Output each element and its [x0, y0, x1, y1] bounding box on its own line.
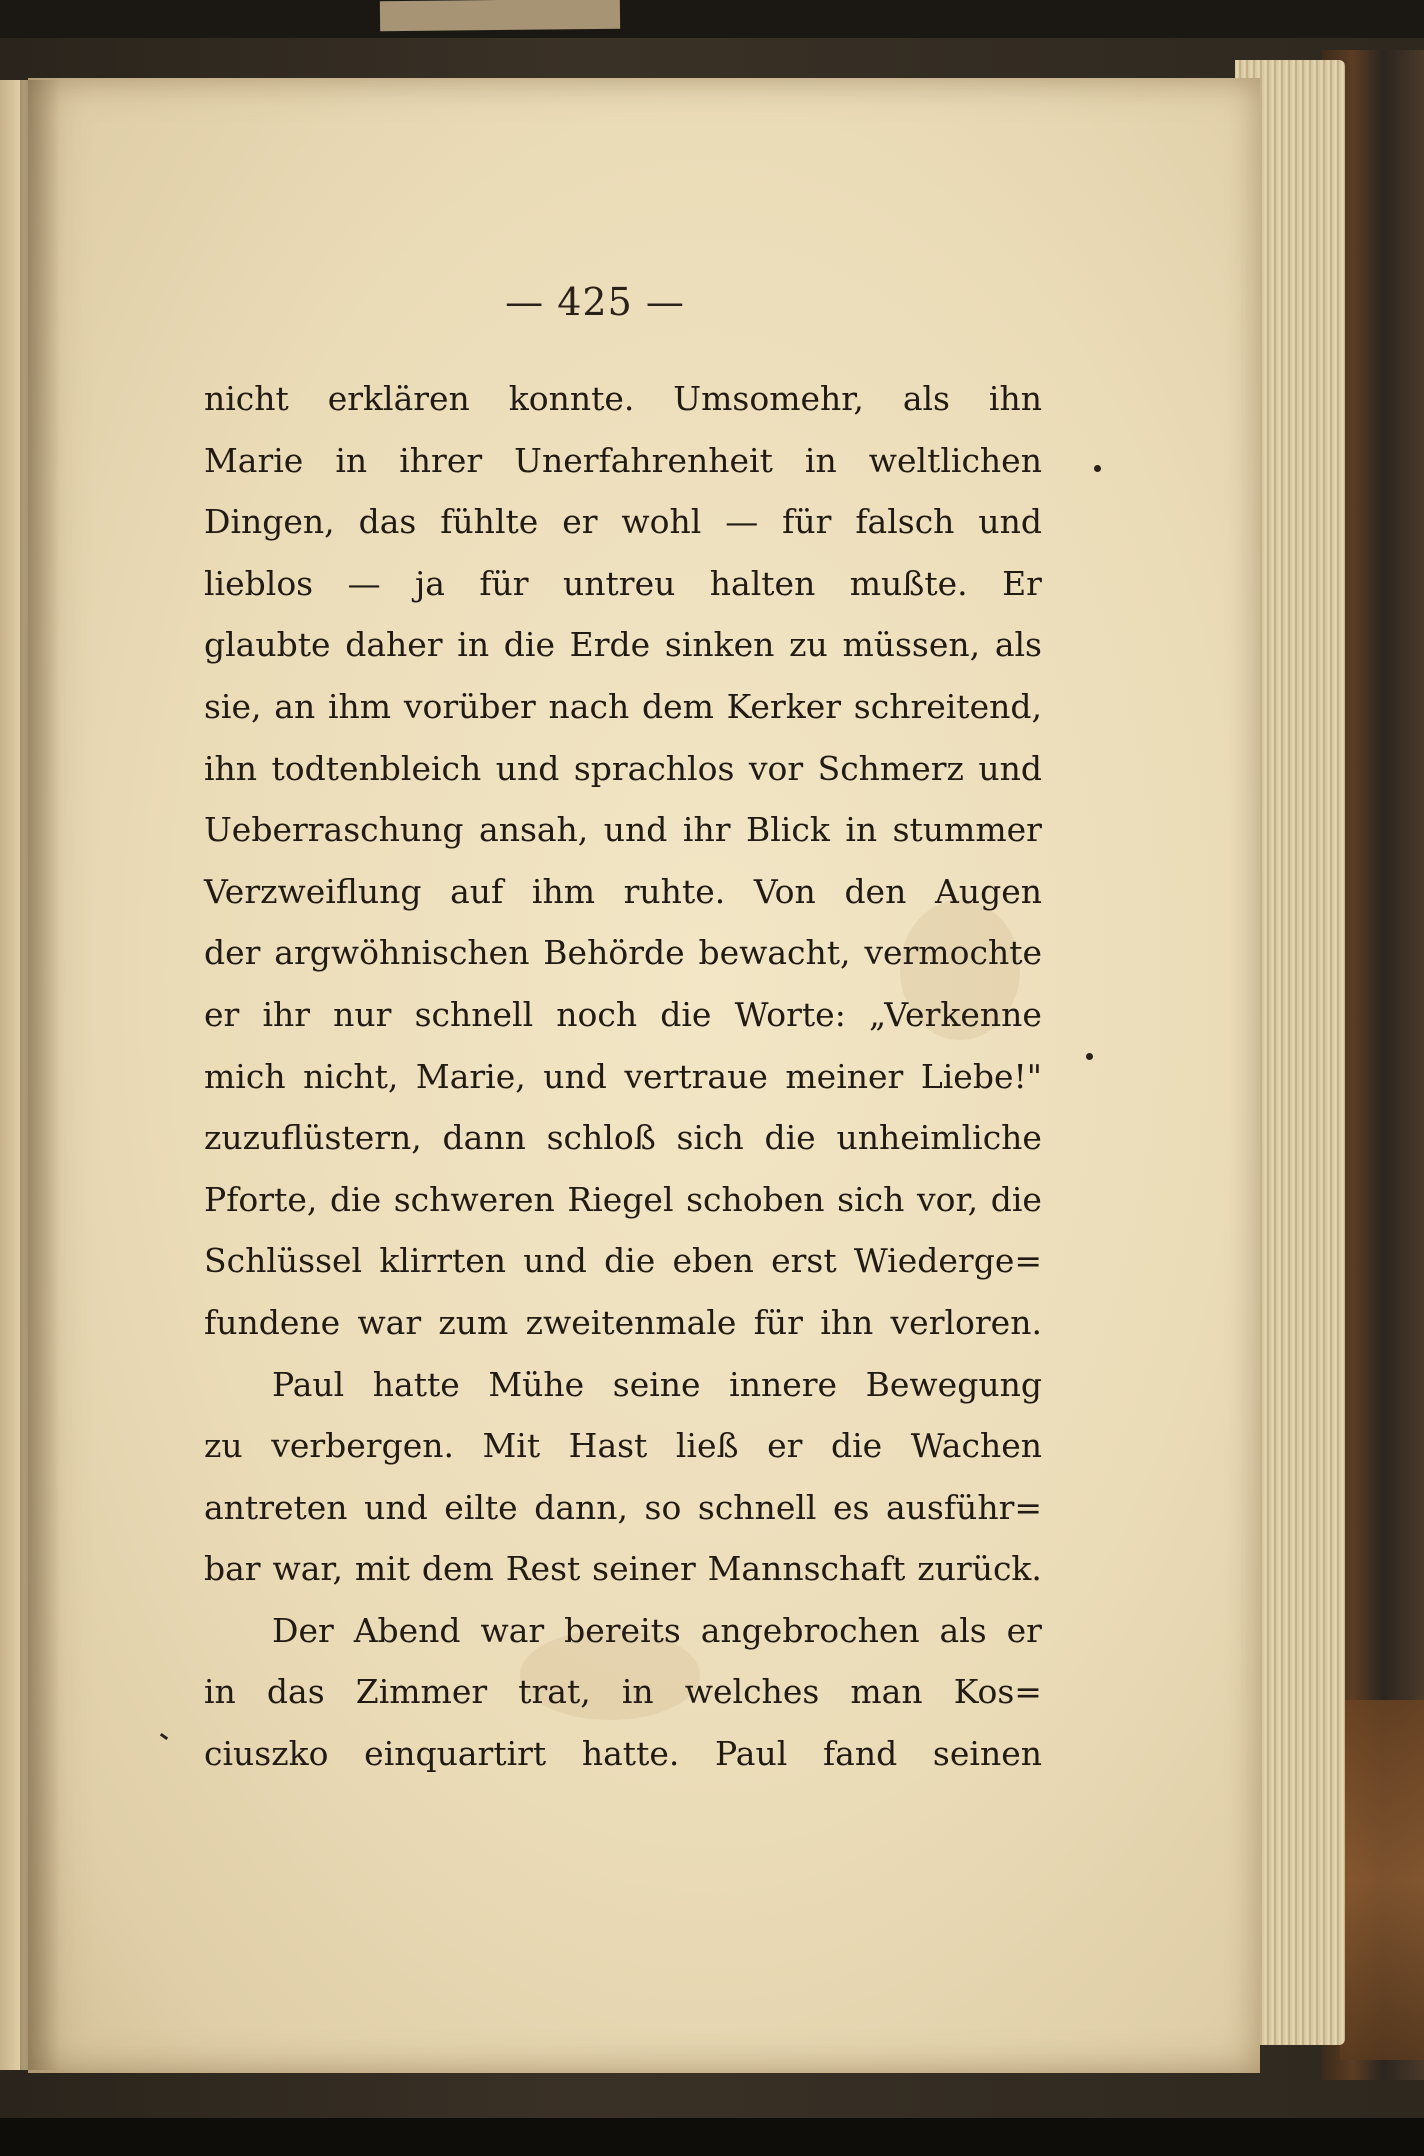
word: mußte. — [849, 563, 968, 603]
word: er — [204, 994, 240, 1034]
word: es — [832, 1487, 870, 1527]
word: Augen — [935, 871, 1042, 911]
word: daher — [345, 625, 443, 665]
word: dem — [421, 1549, 494, 1589]
text-line — [204, 1415, 1042, 1477]
word: die — [660, 994, 712, 1034]
word: Von — [753, 871, 816, 911]
word: den — [844, 871, 907, 911]
word: die — [990, 1179, 1042, 1219]
word: schnell — [697, 1487, 817, 1527]
word: war — [480, 1610, 545, 1650]
page-number: — 425 — — [505, 280, 685, 324]
word: Zimmer — [355, 1672, 488, 1712]
word: Liebe!" — [920, 1056, 1042, 1096]
word: und — [543, 1056, 607, 1096]
word: — — [347, 563, 381, 603]
word: als — [902, 379, 950, 418]
word: wohl — [621, 502, 702, 542]
word: Paul — [715, 1734, 788, 1774]
word: klirrten — [379, 1241, 507, 1281]
word: das — [358, 502, 417, 542]
word: in — [335, 440, 368, 480]
word: Erde — [569, 625, 651, 665]
word: todtenbleich — [271, 748, 482, 788]
word: und — [603, 810, 668, 850]
word: ciuszko — [204, 1734, 329, 1774]
text-line — [204, 984, 1042, 1046]
text-line — [204, 1046, 1042, 1108]
word: Wachen — [910, 1426, 1042, 1466]
word: schnell — [414, 994, 534, 1034]
word: Mühe — [488, 1364, 585, 1404]
word: war, — [272, 1549, 344, 1589]
word: und — [978, 748, 1042, 788]
word: vor, — [916, 1179, 979, 1219]
word: Schlüssel — [204, 1241, 363, 1281]
word: ausführ= — [885, 1487, 1042, 1527]
word: sinken — [664, 625, 775, 665]
word: erklären — [327, 379, 470, 418]
word: erst — [771, 1241, 837, 1281]
word: halten — [709, 563, 816, 603]
word: Umsomehr, — [673, 379, 864, 418]
text-line — [204, 1292, 1042, 1354]
word: sie, — [204, 686, 262, 726]
gutter-shadow — [20, 80, 60, 2070]
word: zuzuflüstern, — [204, 1118, 422, 1158]
word: antreten — [204, 1487, 348, 1527]
word: er — [767, 1426, 803, 1466]
word: ihm — [531, 871, 596, 911]
word: hatte — [372, 1364, 460, 1404]
word: ihn — [988, 379, 1042, 418]
word: die — [830, 1426, 883, 1466]
word: Mit — [482, 1426, 541, 1466]
word: untreu — [563, 563, 676, 603]
word: fand — [822, 1734, 898, 1774]
text-line — [204, 922, 1042, 984]
word: ja — [415, 563, 445, 603]
word: ließ — [675, 1426, 739, 1466]
word: war — [357, 1302, 422, 1342]
word: seiner — [592, 1549, 696, 1589]
text-line — [204, 1169, 1042, 1231]
word: dem — [641, 686, 714, 726]
word: welches — [684, 1672, 820, 1712]
word: Paul — [272, 1364, 345, 1404]
word: an — [274, 686, 316, 726]
word: sich — [676, 1118, 744, 1158]
word: eilte — [444, 1487, 518, 1527]
word: Mannschaft — [707, 1549, 906, 1589]
word: dann — [442, 1118, 526, 1158]
body-text — [204, 368, 1042, 1785]
word: die — [604, 1241, 656, 1281]
word: vorüber — [403, 686, 536, 726]
word: — — [725, 502, 759, 542]
word: noch — [556, 994, 638, 1034]
word: Pforte, — [204, 1179, 318, 1219]
word: ihm — [327, 686, 392, 726]
word: fühlte — [440, 502, 539, 542]
word: nach — [548, 686, 630, 726]
word: Dingen, — [204, 502, 335, 542]
word: Rest — [505, 1549, 581, 1589]
word: und — [978, 502, 1042, 542]
text-line — [204, 553, 1042, 615]
word: in — [845, 810, 878, 850]
word: Marie — [204, 440, 304, 480]
word: er — [1006, 1610, 1042, 1650]
word: verloren. — [890, 1302, 1042, 1342]
word: und — [523, 1241, 587, 1281]
word: Blick — [745, 810, 830, 850]
word: in — [204, 1672, 236, 1712]
word: sich — [837, 1179, 905, 1219]
word: zurück. — [917, 1549, 1042, 1589]
text-line — [204, 738, 1042, 800]
word: nur — [333, 994, 392, 1034]
word: ihrer — [399, 440, 483, 480]
word: bar — [204, 1549, 261, 1589]
text-line — [204, 614, 1042, 676]
word: der — [204, 933, 261, 973]
word: glaubte — [204, 625, 331, 665]
word: die — [503, 625, 555, 665]
word: auf — [450, 871, 504, 911]
word: zu — [204, 1426, 243, 1466]
text-line — [204, 1723, 1042, 1785]
text-line — [204, 1354, 1042, 1416]
word: Worte: — [734, 994, 846, 1034]
word: unheimliche — [836, 1118, 1042, 1158]
word: Er — [1002, 563, 1042, 603]
torn-spine-label — [380, 0, 620, 31]
word: ihr — [262, 994, 311, 1034]
word: er — [562, 502, 598, 542]
word: seinen — [932, 1734, 1042, 1774]
word: Schmerz — [817, 748, 964, 788]
word: als — [939, 1610, 987, 1650]
word: schoben — [686, 1179, 825, 1219]
word: die — [764, 1118, 816, 1158]
word: vor — [748, 748, 804, 788]
word: für — [753, 1302, 803, 1342]
word: Marie, — [415, 1056, 526, 1096]
word: Wiederge= — [853, 1241, 1042, 1281]
text-line — [204, 1107, 1042, 1169]
word: innere — [729, 1364, 838, 1404]
word: Kerker — [726, 686, 842, 726]
text-line — [204, 1661, 1042, 1723]
word: zweitenmale — [525, 1302, 737, 1342]
text-line — [204, 861, 1042, 923]
word: sprachlos — [573, 748, 735, 788]
text-line — [204, 1600, 1042, 1662]
word: eben — [672, 1241, 754, 1281]
word: schloß — [546, 1118, 656, 1158]
text-line — [204, 430, 1042, 492]
word: schreitend, — [853, 686, 1042, 726]
word: für — [479, 563, 529, 603]
word: ruhte. — [623, 871, 726, 911]
word: zum — [438, 1302, 509, 1342]
text-line — [204, 1477, 1042, 1539]
word: fundene — [204, 1302, 341, 1342]
word: und — [364, 1487, 428, 1527]
word: ansah, — [479, 810, 589, 850]
word: hatte. — [581, 1734, 680, 1774]
word: stummer — [892, 810, 1042, 850]
word: vermochte — [864, 933, 1042, 973]
word: Behörde — [543, 933, 685, 973]
word: Ueberraschung — [204, 810, 464, 850]
word: schweren — [393, 1179, 555, 1219]
word: Hast — [568, 1426, 648, 1466]
word: in — [621, 1672, 654, 1712]
word: „Verkenne — [868, 994, 1042, 1034]
word: das — [266, 1672, 325, 1712]
word: ihr — [682, 810, 731, 850]
word: nicht, — [303, 1056, 399, 1096]
word: zu — [789, 625, 828, 665]
word: ihn — [820, 1302, 874, 1342]
word: und — [495, 748, 560, 788]
text-line — [204, 1538, 1042, 1600]
word: falsch — [855, 502, 955, 542]
word: Abend — [353, 1610, 461, 1650]
word: in — [804, 440, 837, 480]
word: meiner — [785, 1056, 904, 1096]
word: mich — [204, 1056, 286, 1096]
word: angebrochen — [700, 1610, 920, 1650]
margin-mark — [1086, 1053, 1093, 1060]
word: müssen, — [842, 625, 981, 665]
margin-mark — [1094, 465, 1101, 472]
word: als — [994, 625, 1042, 665]
word: nicht — [204, 379, 289, 418]
word: bewacht, — [698, 933, 851, 973]
word: man — [850, 1672, 923, 1712]
word: Bewegung — [865, 1364, 1042, 1404]
word: Riegel — [567, 1179, 674, 1219]
word: für — [782, 502, 832, 542]
word: verbergen. — [271, 1426, 454, 1466]
word: Verzweiflung — [204, 871, 422, 911]
word: argwöhnischen — [274, 933, 530, 973]
word: bereits — [564, 1610, 681, 1650]
word: dann, — [534, 1487, 629, 1527]
word: mit — [354, 1549, 410, 1589]
word: vertraue — [624, 1056, 768, 1096]
text-line — [204, 1230, 1042, 1292]
word: in — [457, 625, 490, 665]
word: trat, — [518, 1672, 591, 1712]
text-line — [204, 491, 1042, 553]
text-line — [204, 368, 1042, 430]
word: Der — [272, 1610, 334, 1650]
word: konnte. — [508, 379, 635, 418]
word: seine — [612, 1364, 701, 1404]
word: lieblos — [204, 563, 314, 603]
text-line — [204, 799, 1042, 861]
word: die — [329, 1179, 382, 1219]
word: Unerfahrenheit — [514, 440, 773, 480]
word: weltlichen — [868, 440, 1042, 480]
word: ihn — [204, 748, 258, 788]
text-line — [204, 676, 1042, 738]
word: einquartirt — [364, 1734, 547, 1774]
worn-leather-corner — [1340, 1700, 1424, 2060]
word: Kos= — [953, 1672, 1042, 1712]
word: so — [644, 1487, 682, 1527]
